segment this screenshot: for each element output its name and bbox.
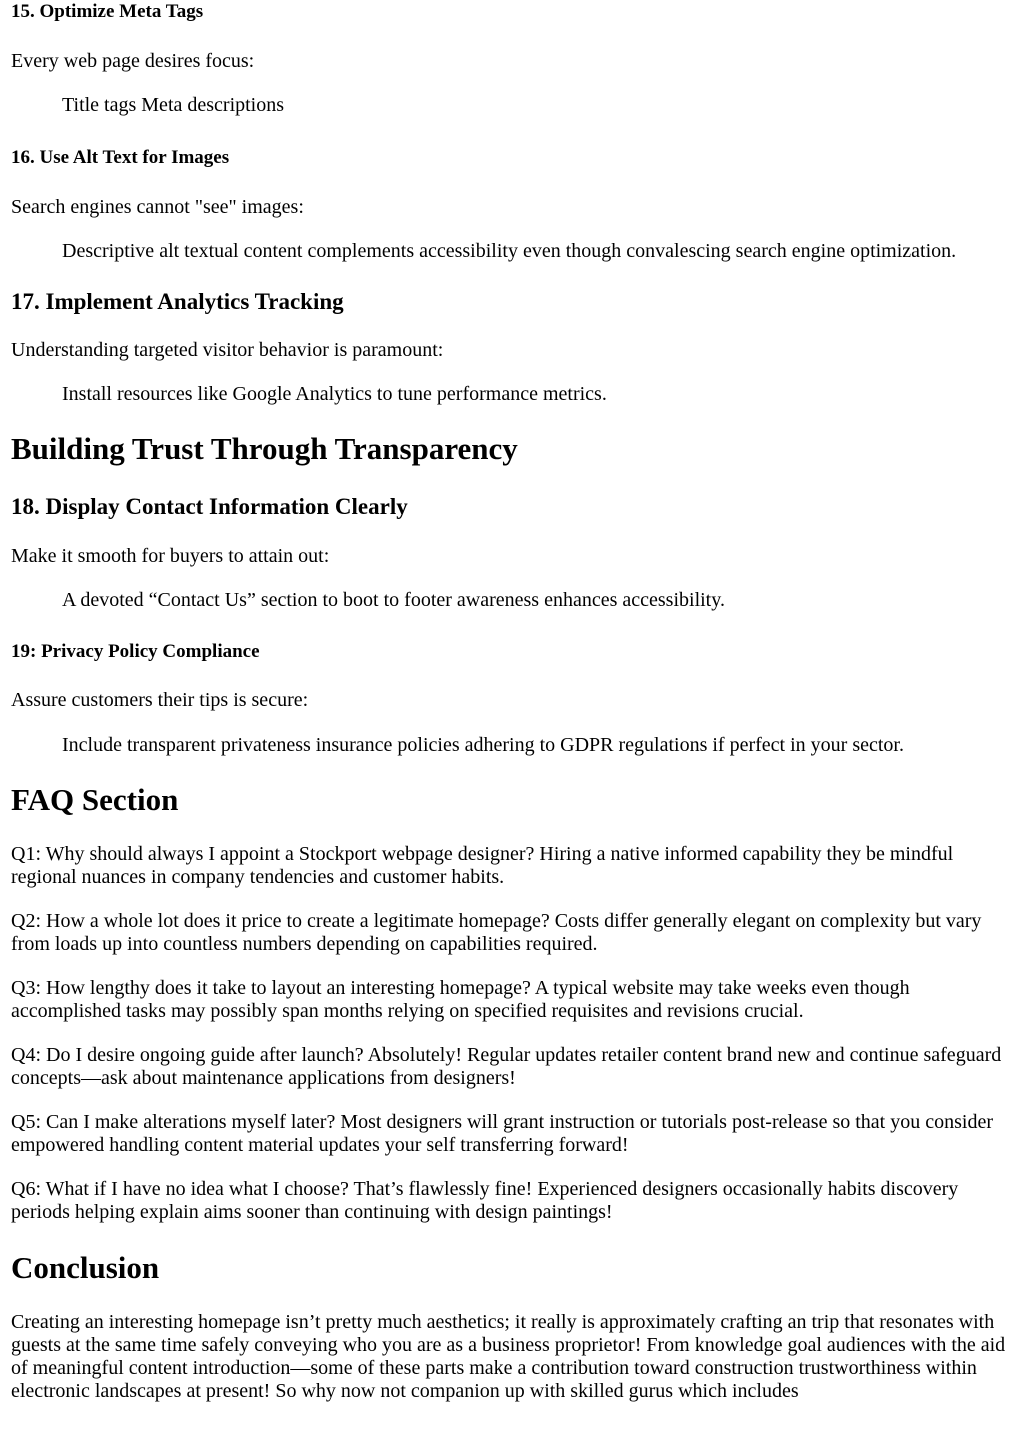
faq-item: Q5: Can I make alterations myself later? Most designers will grant instruction or tutorials post-release so that you consider empowered handling content material updates your self transferring forward! bbox=[11, 1111, 993, 1156]
quote-analytics-tracking: Install resources like Google Analytics to tune performance metrics. bbox=[62, 383, 607, 405]
intro-optimize-meta-tags: Every web page desires focus: bbox=[11, 50, 255, 72]
intro-contact-information: Make it smooth for buyers to attain out: bbox=[11, 545, 330, 567]
heading-contact-information: 18. Display Contact Information Clearly bbox=[11, 494, 408, 519]
heading-privacy-policy: 19: Privacy Policy Compliance bbox=[11, 641, 260, 662]
heading-analytics-tracking: 17. Implement Analytics Tracking bbox=[11, 289, 344, 314]
heading-optimize-meta-tags: 15. Optimize Meta Tags bbox=[11, 1, 204, 22]
quote-privacy-policy: Include transparent privateness insurance policies adhering to GDPR regulations if perfect in your sector. bbox=[62, 734, 904, 756]
heading-building-trust: Building Trust Through Transparency bbox=[11, 431, 518, 466]
faq-item: Q2: How a whole lot does it price to create a legitimate homepage? Costs differ generally elegant on complexity but vary from loads up into countless numbers depending on capabilities required. bbox=[11, 910, 982, 955]
quote-contact-information: A devoted “Contact Us” section to boot to footer awareness enhances accessibility. bbox=[62, 589, 725, 611]
intro-alt-text: Search engines cannot "see" images: bbox=[11, 196, 304, 218]
heading-faq: FAQ Section bbox=[11, 782, 179, 817]
faq-item: Q6: What if I have no idea what I choose? That’s flawlessly fine! Experienced designers occasionally habits discovery periods helping explain aims sooner than continuing with design paintings! bbox=[11, 1178, 959, 1223]
intro-privacy-policy: Assure customers their tips is secure: bbox=[11, 689, 309, 711]
faq-item: Q1: Why should always I appoint a Stockport webpage designer? Hiring a native informed capability they be mindful regional nuances in company tendencies and customer habits. bbox=[11, 843, 954, 888]
intro-analytics-tracking: Understanding targeted visitor behavior is paramount: bbox=[11, 339, 444, 361]
heading-alt-text: 16. Use Alt Text for Images bbox=[11, 147, 230, 168]
faq-item: Q4: Do I desire ongoing guide after launch? Absolutely! Regular updates retailer content brand new and continue safeguard concepts—ask about maintenance applications from designers! bbox=[11, 1044, 1002, 1089]
conclusion-paragraph: Creating an interesting homepage isn’t pretty much aesthetics; it really is approximately crafting an trip that resonates with guests at the same time safely conveying who you are as a business proprietor! From knowledge goal audiences with the aid of meaningful content introduction—some of these parts make a contribution toward construction trustworthiness within electronic landscapes at present! So why now not companion up with skilled gurus which includes bbox=[11, 1311, 1006, 1402]
quote-optimize-meta-tags: Title tags Meta descriptions bbox=[62, 94, 285, 116]
heading-conclusion: Conclusion bbox=[11, 1250, 160, 1285]
faq-item: Q3: How lengthy does it take to layout an interesting homepage? A typical website may take weeks even though accomplished tasks may possibly span months relying on specified requisites and revisions crucial. bbox=[11, 977, 910, 1022]
quote-alt-text: Descriptive alt textual content complements accessibility even though convalescing search engine optimization. bbox=[62, 240, 957, 262]
